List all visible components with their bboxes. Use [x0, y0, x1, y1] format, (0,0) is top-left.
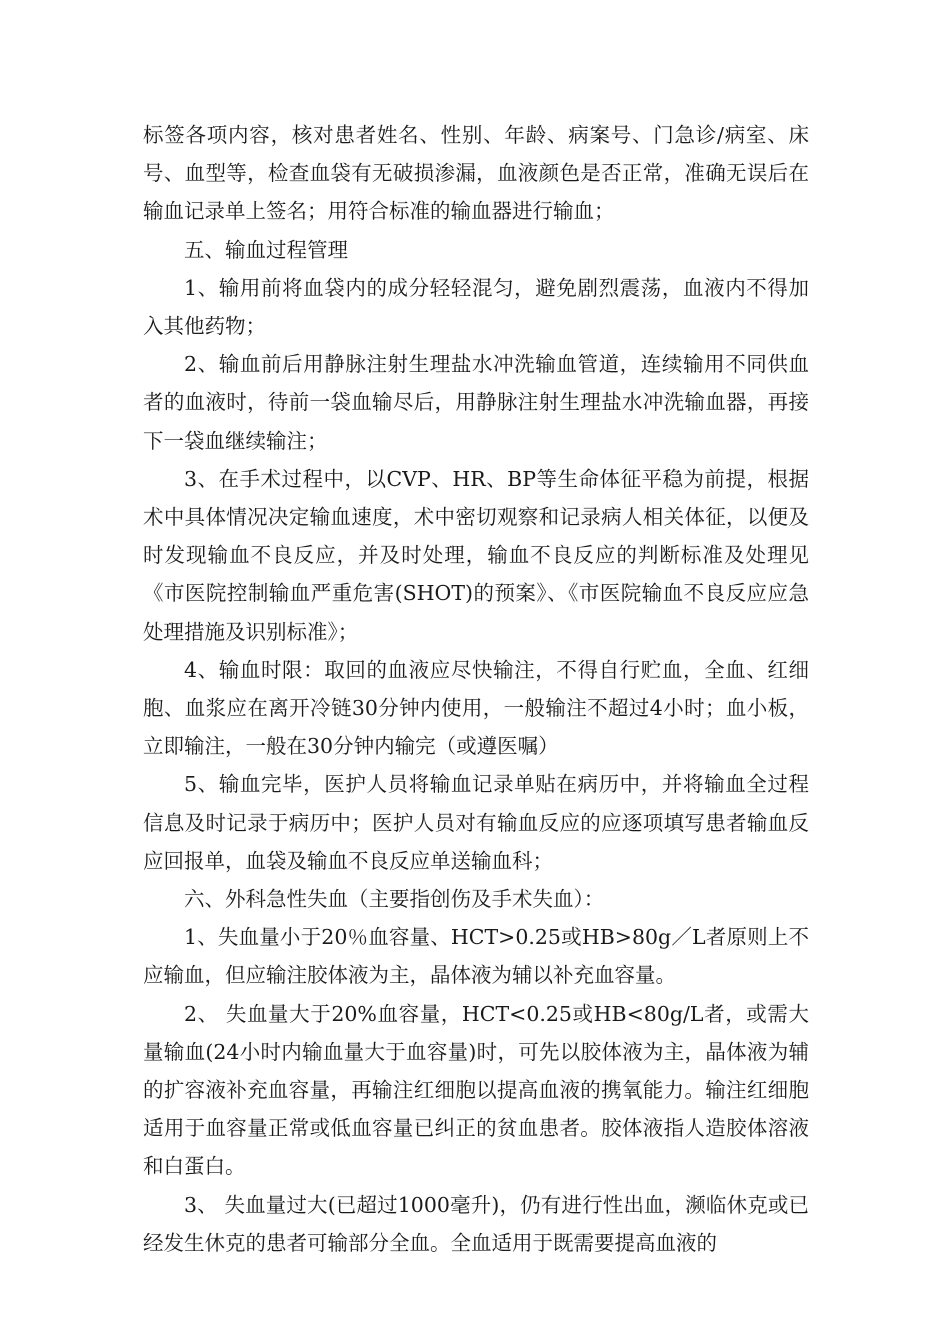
paragraph-blood-loss-1: 1、失血量小于20％血容量、HCT>0.25或HB>80g／L者原则上不应输血，但应输注胶体液为主，晶体液为辅以补充血容量。: [143, 925, 809, 988]
section-heading-surgical-blood-loss: 六、外科急性失血（主要指创伤及手术失血）：: [184, 887, 605, 912]
paragraph-item-1: 1、输用前将血袋内的成分轻轻混匀，避免剧烈震荡，血液内不得加入其他药物；: [143, 275, 809, 339]
paragraph-item-4: 4、输血时限：取回的血液应尽快输注，不得自行贮血，全血、红细胞、血浆应在离开冷链30分钟内使用，一般输注不超过4小时；血小板，立即输注，一般在30分钟内输完（或遵医嘱）: [143, 657, 809, 759]
section-heading-transfusion-process: 五、输血过程管理: [184, 237, 348, 262]
paragraph-continuation: 标签各项内容，核对患者姓名、性别、年龄、病案号、门急诊/病室、床号、血型等，检查血袋有无破损渗漏，血液颜色是否正常，准确无误后在输血记录单上签名；用符合标准的输血器进行输血；: [143, 123, 809, 224]
paragraph-item-5: 5、输血完毕，医护人员将输血记录单贴在病历中，并将输血全过程信息及时记录于病历中；医护人员对有输血反应的应逐项填写患者输血反应回报单，血袋及输血不良反应单送输血科；: [143, 772, 809, 873]
document-body: [143, 116, 809, 1262]
paragraph-blood-loss-2: 2、 失血量大于20%血容量，HCT<0.25或HB<80g/L者，或需大量输血(24小时内输血量大于血容量)时，可先以胶体液为主，晶体液为辅的扩容液补充血容量，再输注红细胞以提高血液的携氧能力。输注红细胞适用于血容量正常或低血容量已纠正的贫血患者。胶体液指人造胶体溶液和白蛋白。: [143, 1001, 809, 1179]
paragraph-item-2: 2、输血前后用静脉注射生理盐水冲洗输血管道，连续输用不同供血者的血液时，待前一袋血输尽后，用静脉注射生理盐水冲洗输血器，再接下一袋血继续输注；: [143, 352, 809, 453]
paragraph-item-3: 3、在手术过程中，以CVP、HR、BP等生命体征平稳为前提，根据术中具体情况决定输血速度，术中密切观察和记录病人相关体征，以便及时发现输血不良反应，并及时处理，输血不良反应的判断标准及处理见《市医院控制输血严重危害(SHOT)的预案》、《市医院输血不良反应应急处理措施及识别标准》；: [143, 466, 809, 644]
paragraph-blood-loss-3: 3、 失血量过大(已超过1000毫升)，仍有进行性出血，濒临休克或已经发生休克的患者可输部分全血。全血适用于既需要提高血液的: [143, 1192, 809, 1255]
